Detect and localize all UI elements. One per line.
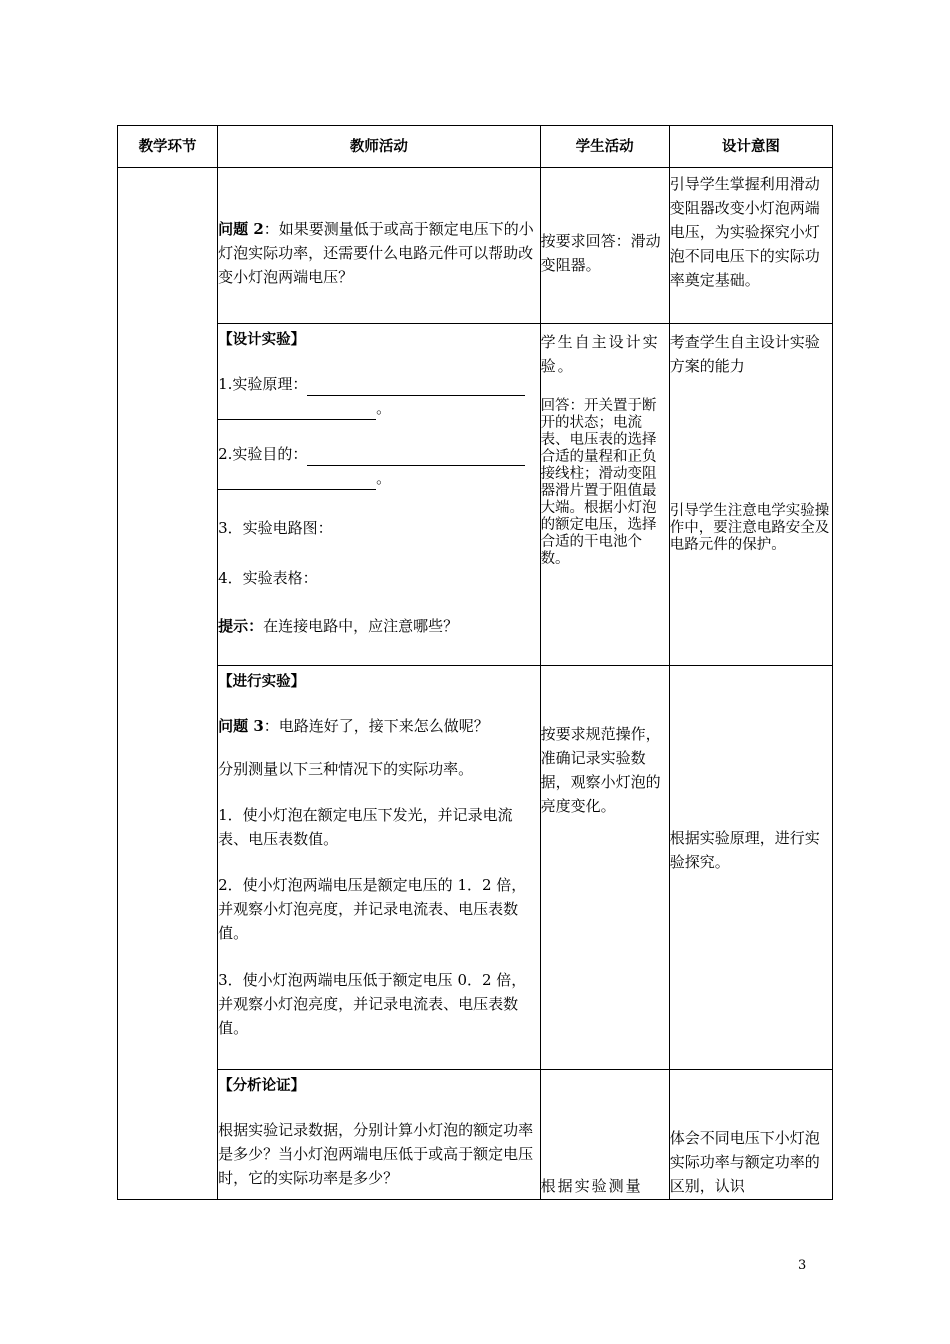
conduct-step2: 2．使小灯泡两端电压是额定电压的 1．2 倍，并观察小灯泡亮度，并记录电流表、电压表数值。: [218, 876, 527, 942]
q2-intent-text: 引导学生掌握利用滑动变阻器改变小灯泡两端电压，为实验探究小灯泡不同电压下的实际功率奠定基础。: [669, 175, 820, 289]
design-title: 【设计实验】: [218, 332, 306, 348]
design-item1-end: 。: [376, 399, 392, 417]
table-row: [118, 666, 833, 1070]
design-item1: [218, 372, 539, 396]
hint-text: 在连接电路中，应注意哪些？: [263, 617, 459, 635]
conduct-step3: 3．使小灯泡两端电压低于额定电压 0．2 倍，并观察小灯泡亮度，并记录电流表、电压表数值。: [218, 971, 527, 1037]
conduct-intro: 分别测量以下三种情况下的实际功率。: [218, 760, 474, 778]
intent-cell-conduct: [669, 666, 832, 1070]
table-header-row: [118, 126, 833, 168]
answer-blank[interactable]: [218, 473, 376, 490]
answer-blank[interactable]: [218, 403, 376, 420]
design-intent2: 引导学生注意电学实验操作中，要注意电路安全及电路元件的保护。: [669, 503, 830, 553]
header-stage: 教学环节: [118, 126, 218, 168]
design-item2-line2: [218, 466, 539, 490]
answer-blank[interactable]: [307, 449, 525, 466]
teacher-cell-conduct: [218, 666, 540, 1070]
q3-text: ：电路连好了，接下来怎么做呢？: [263, 717, 489, 735]
analysis-text: 根据实验记录数据，分别计算小灯泡的额定功率是多少？当小灯泡两端电压低于或高于额定电压时，它的实际功率是多少？: [218, 1121, 534, 1187]
header-intent: 设计意图: [669, 126, 832, 168]
answer-blank[interactable]: [307, 379, 525, 396]
intent-cell-q2: [669, 168, 832, 324]
design-item1-label: 1.实验原理：: [218, 375, 308, 393]
analysis-intent: 体会不同电压下小灯泡实际功率与额定功率的区别，认识: [669, 1129, 820, 1195]
lesson-plan-table: [117, 125, 833, 1200]
q2-student-text: 按要求回答：滑动变阻器。: [540, 232, 661, 274]
teacher-cell-design: [218, 324, 540, 666]
teacher-cell-q2: [218, 168, 540, 324]
teacher-cell-analysis: [218, 1070, 540, 1200]
table-row: [118, 1070, 833, 1200]
conduct-title: 【进行实验】: [218, 674, 306, 690]
conduct-q3: [218, 714, 539, 738]
table-row: [118, 168, 833, 324]
conduct-intent: 根据实验原理，进行实验探究。: [669, 829, 820, 871]
table-row: [118, 324, 833, 666]
design-item2-label: 2.实验目的：: [218, 445, 308, 463]
intent-cell-analysis: [669, 1070, 832, 1200]
design-student1: 学生自主设计实验。: [540, 333, 660, 375]
header-teacher: 教师活动: [218, 126, 540, 168]
design-item2: [218, 442, 539, 466]
design-item3: 3．实验电路图：: [218, 519, 333, 537]
design-item4: 4．实验表格：: [218, 569, 318, 587]
q3-label: 问题 3: [218, 717, 264, 735]
analysis-title: 【分析论证】: [218, 1078, 306, 1094]
q2-text: ：如果要测量低于或高于额定电压下的小灯泡实际功率，还需要什么电路元件可以帮助改变小灯泡两端电压？: [218, 220, 534, 286]
header-student: 学生活动: [540, 126, 669, 168]
design-student2: 回答：开关置于断开的状态；电流表、电压表的选择合适的量程和正负接线柱；滑动变阻器滑片置于阻值最大端。根据小灯泡的额定电压，选择合适的干电池个数。: [540, 398, 657, 567]
design-hint: [218, 614, 539, 638]
page-number: 3: [798, 1258, 807, 1273]
stage-cell: [118, 168, 218, 1200]
student-cell-conduct: [540, 666, 669, 1070]
q2-label: 问题 2: [218, 220, 264, 238]
analysis-student: 根据实验测量: [540, 1177, 643, 1195]
student-cell-q2: [540, 168, 669, 324]
design-item2-end: 。: [376, 469, 392, 487]
hint-label: 提示：: [218, 617, 264, 635]
design-item1-line2: [218, 396, 539, 420]
intent-cell-design: [669, 324, 832, 666]
conduct-student: 按要求规范操作，准确记录实验数据，观察小灯泡的亮度变化。: [540, 725, 661, 815]
student-cell-analysis: [540, 1070, 669, 1200]
conduct-step1: 1．使小灯泡在额定电压下发光，并记录电流表、电压表数值。: [218, 806, 513, 848]
design-intent1: 考查学生自主设计实验方案的能力: [669, 333, 820, 375]
student-cell-design: [540, 324, 669, 666]
